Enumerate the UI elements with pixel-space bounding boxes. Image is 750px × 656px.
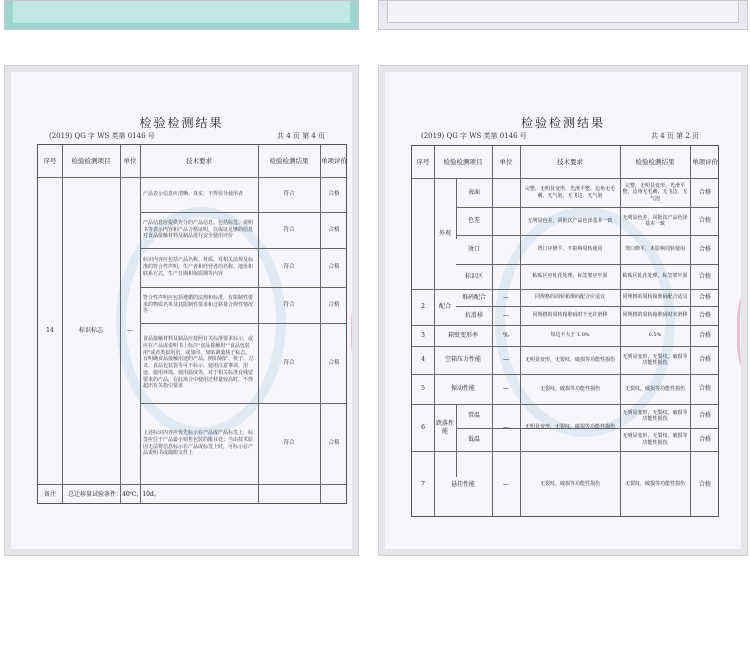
evaluation-value: 合格 (698, 356, 711, 364)
result-value: 符合 (283, 226, 295, 233)
requirement-text: 标识内容应包括产品名称、材质，对相关法规及标准的符合性声明，生产者和经营者的名称、地址和联系方式，生产日期和保质期等内容 (143, 257, 254, 277)
requirement-text: 无明显变形，无裂纹，破损等功能性损伤 (524, 356, 615, 363)
requirement-text: 同规格的周转箱堆码时不允许滑移 (532, 312, 608, 319)
unit-value: — (503, 293, 509, 301)
result-value: 符合 (283, 359, 295, 366)
requirement-text: 符合性声明应包括遵循的法规和标准，有限制性要求的物质名单及其限制性要求和迁移量合规性情况等 (143, 294, 254, 315)
header-result: 检验检测结果 (635, 157, 675, 166)
unit-value: — (503, 423, 509, 431)
item-name: 悬挂性能 (450, 480, 475, 488)
header-result: 检验检测结果 (269, 156, 309, 165)
report-page-2[interactable] (378, 65, 748, 556)
evaluation-value: 合格 (698, 331, 711, 339)
row-number: 6 (421, 423, 425, 431)
result-value: 同规格的周转箱堆码时未滑移 (622, 312, 688, 319)
item-name: 振动性能 (450, 385, 475, 393)
previous-image-left[interactable] (4, 0, 359, 30)
unit-value: — (503, 385, 509, 393)
header-seq: 序号 (416, 157, 430, 166)
remark-text: 总迁移量试验条件：40℃，10d。 (68, 490, 160, 498)
result-value: 完整，无明显变形，光滑平整，边角无毛刺，无飞边、无气泡 (622, 182, 688, 202)
results-table (411, 145, 719, 517)
evaluation-value: 合格 (698, 217, 711, 225)
evaluation-value: 合格 (328, 264, 340, 271)
evaluation-value: 合格 (328, 359, 340, 366)
requirement-text: 上述标识内容应优先标示在产品或产品标签上，标签应位于产品最小销售包装的醒目处；当由技术原因无法将信息标示在产品或标签上时，可标示在产品说明书或随附文件上 (143, 430, 254, 457)
result-value: 粘贴区轧花处理，标签架牢固 (622, 273, 688, 280)
item-name: 箱壁变形率 (447, 331, 478, 339)
doc-code: (2019) QG 字 WS 类第 0146 号 (421, 132, 527, 140)
requirement-text: 产品表示信息应清晰、真实，不得误导使用者 (143, 191, 244, 198)
requirement-text: 同规格的周转箱堆码配合应适宜 (534, 294, 605, 301)
results-table (37, 144, 347, 504)
result-value: 符合 (283, 301, 295, 308)
evaluation-value: 合格 (328, 301, 340, 308)
sub-item: 堆码配合 (461, 293, 486, 301)
group-name: 跌落性能 (435, 420, 454, 435)
item-name: 空箱压力性能 (444, 356, 481, 364)
unit-value: — (503, 311, 509, 319)
evaluation-value: 合格 (698, 293, 711, 301)
header-evaluation: 单项评价 (692, 157, 718, 166)
sub-item: 低温 (467, 435, 480, 443)
result-value: 无裂纹，破损等功能性损伤 (624, 385, 685, 392)
requirement-text: 粘贴区应轧花处理，标签架应牢固 (532, 273, 608, 280)
sub-item: 常温 (467, 412, 480, 420)
result-value: 烫口修平，未影响周转使用 (624, 246, 685, 253)
result-value: 0.5% (648, 332, 662, 339)
evaluation-value: 合格 (698, 188, 711, 196)
result-value: 同规格的周转箱堆码配合适宜 (622, 294, 688, 301)
requirement-text: 产品信息应提供充分的产品信息，包括标签、说明书等表示内容和产品合格证明，以保证足够的信息对食品接触材料及制品进行安全使用评价 (143, 219, 254, 240)
requirement-text: 每边不大于 1.0% (550, 332, 590, 339)
doc-page-number: 共 4 页 第 4 页 (277, 132, 326, 140)
sub-item: 表面 (467, 188, 480, 196)
report-paper (385, 72, 741, 549)
result-value: 无明显变形，无裂纹，破损等功能性损伤 (622, 433, 688, 446)
evaluation-value: 合格 (698, 385, 711, 393)
result-value: 无裂纹，破损等功能性损伤 (624, 481, 685, 488)
requirement-text: 无明显色差，同批次产品色泽基本一致 (527, 217, 613, 224)
row-number: 5 (421, 385, 425, 393)
row-item: 标识标志 (78, 326, 103, 334)
remark-label: 备注 (43, 490, 56, 498)
evaluation-value: 合格 (698, 412, 711, 420)
result-value: 无明显色差，同批次产品色泽基本一致 (622, 214, 688, 227)
row-number: 3 (421, 331, 425, 339)
requirement-text: 无裂纹，破损等功能性损伤 (539, 385, 600, 392)
header-item: 检验检测项目 (443, 157, 483, 166)
sub-item: 抗滑移 (464, 311, 483, 319)
header-evaluation: 单项评价 (321, 156, 347, 165)
evaluation-value: 合格 (698, 272, 711, 280)
sub-item: 烫口 (467, 245, 480, 253)
evaluation-value: 合格 (328, 191, 340, 198)
result-value: 符合 (283, 264, 295, 271)
result-value: 无明显变形，无裂纹，破损等功能性损伤 (622, 409, 688, 422)
report-page-4[interactable] (4, 65, 359, 556)
header-unit: 单位 (499, 157, 513, 166)
requirement-text: 无明显变形，无裂纹，破损等功能性损伤 (524, 424, 615, 431)
row-number: 14 (46, 326, 54, 334)
result-value: 无明显变形，无裂纹，破损等功能性损伤 (622, 353, 688, 366)
header-unit: 单位 (123, 156, 137, 165)
requirement-text: 完整，无明显变形，光滑平整，边角无毛刺，无气泡、无飞边、无气泡 (524, 186, 615, 199)
row-number: 4 (421, 356, 425, 364)
group-name: 配合 (438, 303, 451, 311)
group-name: 外观 (438, 229, 451, 237)
unit-value: — (503, 356, 509, 364)
red-stamp-mark (351, 297, 352, 367)
header-seq: 序号 (43, 156, 57, 165)
header-requirement: 技术要求 (186, 156, 212, 165)
row-number: 2 (421, 303, 425, 311)
doc-title: 检验检测结果 (520, 116, 605, 130)
sub-item: 标识区 (464, 272, 483, 280)
report-paper (11, 72, 352, 549)
previous-image-right[interactable] (378, 0, 748, 30)
doc-title: 检验检测结果 (139, 116, 224, 130)
evaluation-value: 合格 (328, 226, 340, 233)
doc-page-number: 共 4 页 第 2 页 (651, 132, 700, 140)
requirement-text: 烫口应修平，不影响周转使用 (537, 246, 603, 253)
header-item: 检验检测项目 (71, 156, 111, 165)
header-requirement: 技术要求 (557, 157, 583, 166)
requirement-text: 食品接触材料及制品应按照有关标准要求标示，或应在产品或说明书上标注"食品接触用""食品包装用"或者类似用语，或加印、加贴调羹筷子标志。有明确食品接触用途的产品，例如锅铲、筷子、刀叉、食品包装袋等可不标示。使用注意事项、用途、使用环境、使用温度等，对于相关标准有残留要求的产品，在此场合中使用迁移量较高时，不得超出有关指引要求 (143, 336, 254, 390)
evaluation-value: 合格 (698, 311, 711, 319)
row-number: 7 (421, 480, 425, 488)
red-stamp-mark (737, 297, 741, 367)
doc-code: (2019) QG 字 WS 类第 0146 号 (49, 132, 155, 140)
evaluation-value: 合格 (698, 245, 711, 253)
evaluation-value: 合格 (698, 435, 711, 443)
result-value: 符合 (283, 440, 295, 447)
unit-value: % (503, 331, 509, 339)
evaluation-value: 合格 (328, 440, 340, 447)
row-unit: — (127, 326, 133, 334)
result-value: 符合 (283, 191, 295, 198)
unit-value: — (503, 480, 509, 488)
sub-item: 色差 (467, 217, 480, 225)
requirement-text: 无裂纹，破损等功能性损伤 (539, 481, 600, 488)
evaluation-value: 合格 (698, 480, 711, 488)
